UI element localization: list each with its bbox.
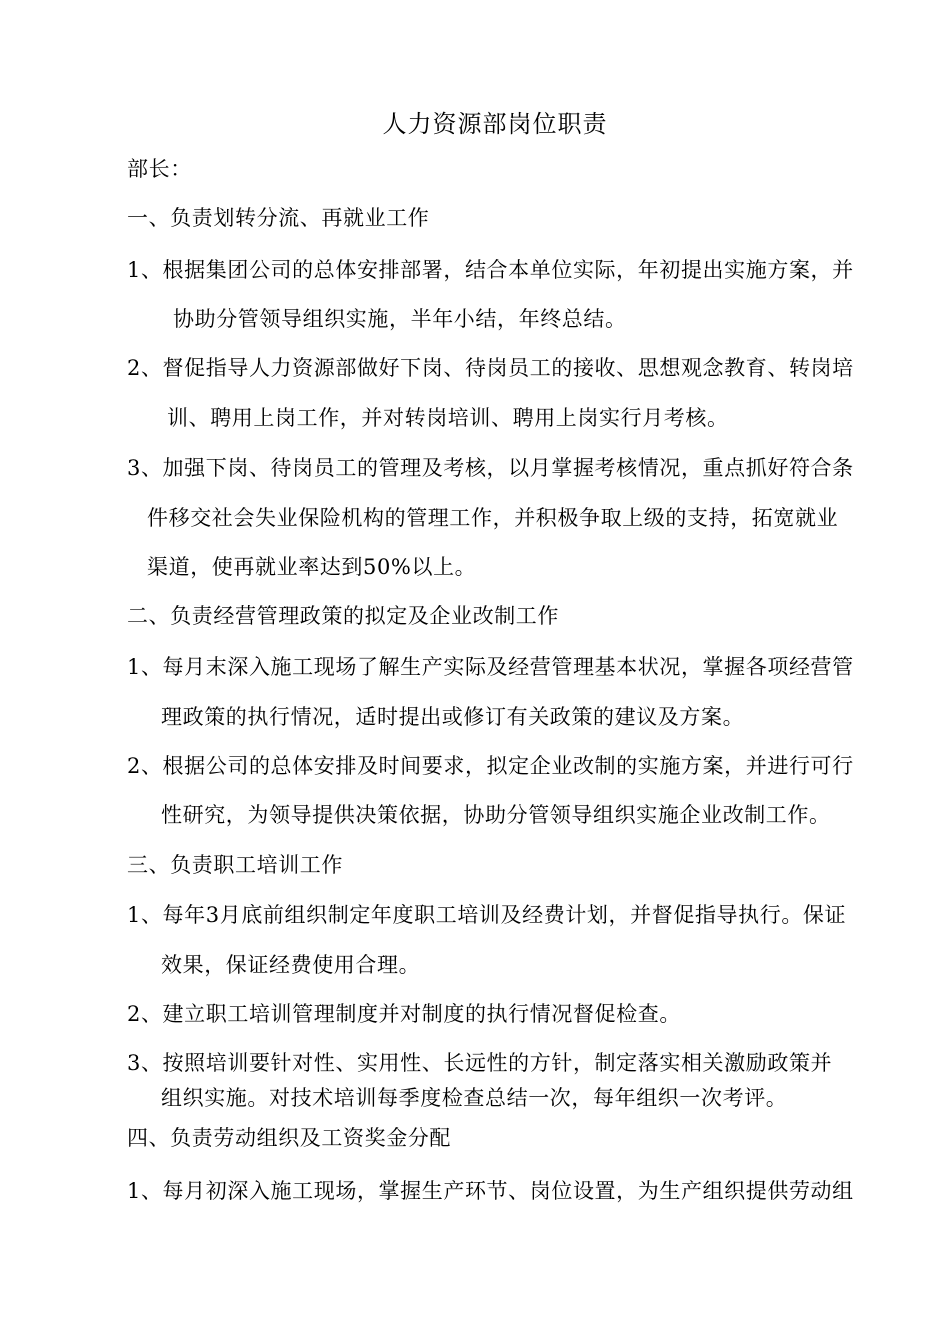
list-item: 3、加强下岗、待岗员工的管理及考核，以月掌握考核情况，重点抓好符合条 xyxy=(127,456,854,480)
list-item-continuation: 性研究，为领导提供决策依据，协助分管领导组织实施企业改制工作。 xyxy=(161,803,831,827)
section-heading: 四、负责劳动组织及工资奖金分配 xyxy=(127,1126,451,1150)
section-heading: 三、负责职工培训工作 xyxy=(127,853,343,877)
list-item: 1、每月末深入施工现场了解生产实际及经营管理基本状况，掌握各项经营管 xyxy=(127,655,854,679)
section-heading: 二、负责经营管理政策的拟定及企业改制工作 xyxy=(127,604,559,628)
list-item-continuation: 效果，保证经费使用合理。 xyxy=(161,953,421,977)
list-item: 2、督促指导人力资源部做好下岗、待岗员工的接收、思想观念教育、转岗培 xyxy=(127,356,854,380)
list-item: 1、每月初深入施工现场，掌握生产环节、岗位设置，为生产组织提供劳动组 xyxy=(127,1179,854,1203)
list-item: 2、根据公司的总体安排及时间要求，拟定企业改制的实施方案，并进行可行 xyxy=(127,754,854,778)
list-item-continuation: 理政策的执行情况，适时提出或修订有关政策的建议及方案。 xyxy=(161,705,745,729)
list-item-continuation: 协助分管领导组织实施，半年小结，年终总结。 xyxy=(173,307,627,331)
list-item: 1、根据集团公司的总体安排部署，结合本单位实际，年初提出实施方案，并 xyxy=(127,258,854,282)
role-label: 部长： xyxy=(127,157,192,181)
list-item: 1、每年3月底前组织制定年度职工培训及经费计划，并督促指导执行。保证 xyxy=(127,903,847,927)
list-item-continuation: 训、聘用上岗工作，并对转岗培训、聘用上岗实行月考核。 xyxy=(167,406,729,430)
page-title: 人力资源部岗位职责 xyxy=(382,110,608,138)
list-item: 3、按照培训要针对性、实用性、长远性的方针，制定落实相关激励政策并 xyxy=(127,1051,833,1075)
list-item-continuation: 渠道，使再就业率达到50%以上。 xyxy=(147,555,477,579)
list-item-continuation: 组织实施。对技术培训每季度检查总结一次，每年组织一次考评。 xyxy=(161,1086,788,1110)
section-heading: 一、负责划转分流、再就业工作 xyxy=(127,206,430,230)
list-item-continuation: 件移交社会失业保险机构的管理工作，并积极争取上级的支持，拓宽就业 xyxy=(147,506,839,530)
list-item: 2、建立职工培训管理制度并对制度的执行情况督促检查。 xyxy=(127,1002,681,1026)
